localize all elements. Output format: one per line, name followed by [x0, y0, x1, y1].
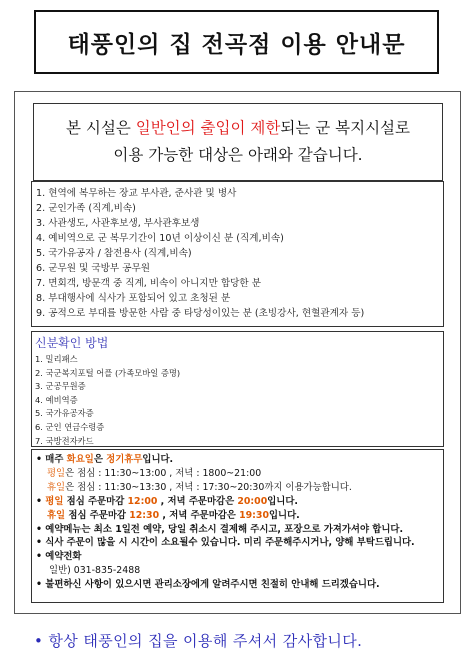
weekday-hours-row — [36, 467, 443, 481]
phone-label-row — [36, 550, 443, 564]
holiday-lunch-deadline: 12:30 — [129, 509, 160, 521]
bullet-icon: • — [36, 495, 42, 507]
bullet-icon: • — [36, 454, 42, 465]
list-item: 7. 면회객, 방문객 중 직계, 비속이 아니지만 합당한 분 — [36, 278, 261, 289]
list-item: 4. 예비역증 — [35, 394, 78, 405]
complaint-text: 불편하신 사항이 있으시면 관리소장에게 알려주시면 친절히 안내해 드리겠습니다. — [45, 579, 380, 591]
info-text: 입니다. — [142, 454, 174, 465]
notice-text: 본 시설은 — [65, 119, 136, 137]
bullet-icon: • — [36, 579, 42, 591]
weekday-label: 평일 — [47, 467, 66, 479]
info-text: 입니다. — [268, 509, 300, 521]
list-item: 3. 군공무원증 — [35, 381, 86, 392]
phone-number: 일반) 031-835-2488 — [49, 565, 141, 577]
list-item: 6. 군무원 및 국방부 공무원 — [36, 263, 151, 274]
holiday-order-row — [36, 509, 443, 523]
weekday-order-row — [36, 495, 443, 509]
verification-heading: 신분확인 방법 — [35, 336, 109, 350]
thank-you-footer: • 항상 태풍인의 집을 이용해 주셔서 감사합니다. — [34, 632, 363, 650]
info-text: , 저녁 주문마감은 — [157, 495, 238, 507]
holiday-hours: 은 점심 : 11:30~13:30 , 저녁 : 17:30~20:30까지 이용가능합니다. — [65, 481, 352, 493]
weekday-hours: 은 점심 : 11:30~13:00 , 저녁 : 1800~21:00 — [65, 467, 262, 479]
list-item: 5. 국가유공자 / 참전용사 (직계,비속) — [36, 248, 192, 259]
eligible-list — [31, 181, 444, 327]
notice-line-2: 이용 가능한 대상은 아래와 같습니다. — [113, 146, 363, 164]
info-text: 점심 주문마감 — [65, 509, 130, 521]
holiday-hours-row — [36, 481, 443, 495]
list-item: 8. 부대행사에 식사가 포함되어 있고 초청된 분 — [36, 293, 231, 304]
wait-row — [36, 536, 443, 550]
verification-box — [31, 331, 444, 447]
info-text: , 저녁 주문마감은 — [159, 509, 240, 521]
notice-box — [33, 103, 443, 181]
weekday-order-label: 평일 — [45, 495, 64, 507]
info-box — [31, 449, 444, 603]
closed-day-row — [36, 453, 443, 467]
verification-list — [35, 353, 443, 448]
reservation-text: 예약메뉴는 최소 1일전 예약, 당일 취소시 결제해 주시고, 포장으로 가져가셔야 합니다. — [45, 523, 404, 535]
list-item: 2. 국군복지포털 어플 (가족모바일 증명) — [35, 367, 181, 378]
holiday-dinner-deadline: 19:30 — [239, 509, 269, 521]
list-item: 1. 현역에 복무하는 장교 부사관, 준사관 및 병사 — [36, 188, 237, 199]
list-item: 6. 군인 연금수령증 — [35, 421, 105, 432]
wait-text: 식사 주문이 많을 시 시간이 소요될수 있습니다. 미리 주문해주시거나, 양해 부탁드립니다. — [45, 537, 415, 549]
bullet-icon: • — [36, 537, 42, 549]
restriction-highlight: 일반인의 출입이 제한 — [135, 119, 281, 137]
title-box — [34, 10, 439, 74]
info-text: 은 — [93, 454, 107, 465]
complaint-row — [36, 578, 443, 592]
reservation-row — [36, 523, 443, 537]
list-item: 4. 예비역으로 군 복무기간이 10년 이상이신 분 (직계,비속) — [36, 233, 284, 244]
weekday-dinner-deadline: 20:00 — [237, 495, 268, 507]
holiday-label: 휴일 — [47, 481, 66, 493]
bullet-icon: • — [36, 523, 42, 535]
list-item: 9. 공적으로 부대를 방문한 사람 중 타당성이있는 분 (초빙강사, 현혈관계자 등) — [36, 308, 365, 319]
notice-text: 되는 군 복지시설로 — [280, 119, 410, 137]
list-item: 2. 군인가족 (직계,비속) — [36, 203, 136, 214]
list-item: 5. 국가유공자증 — [35, 408, 94, 419]
list-item: 1. 밀리패스 — [35, 354, 78, 364]
weekday-lunch-deadline: 12:00 — [127, 495, 158, 507]
info-text: 매주 — [45, 454, 67, 465]
list-item: 3. 사관생도, 사관후보생, 부사관후보생 — [36, 218, 200, 229]
info-text: 점심 주문마감 — [63, 495, 128, 507]
bullet-icon: • — [36, 551, 42, 563]
page-title: 태풍인의 집 전곡점 이용 안내문 — [67, 31, 406, 58]
phone-label: 예약전화 — [45, 551, 82, 563]
list-item: 7. 국방전자카드 — [35, 435, 94, 446]
closed-day: 화요일 — [66, 454, 94, 465]
info-text: 입니다. — [267, 495, 298, 507]
notice-line-1 — [66, 115, 410, 142]
holiday-order-label: 휴일 — [47, 509, 66, 521]
closed-holiday: 정기휴무 — [106, 454, 143, 465]
